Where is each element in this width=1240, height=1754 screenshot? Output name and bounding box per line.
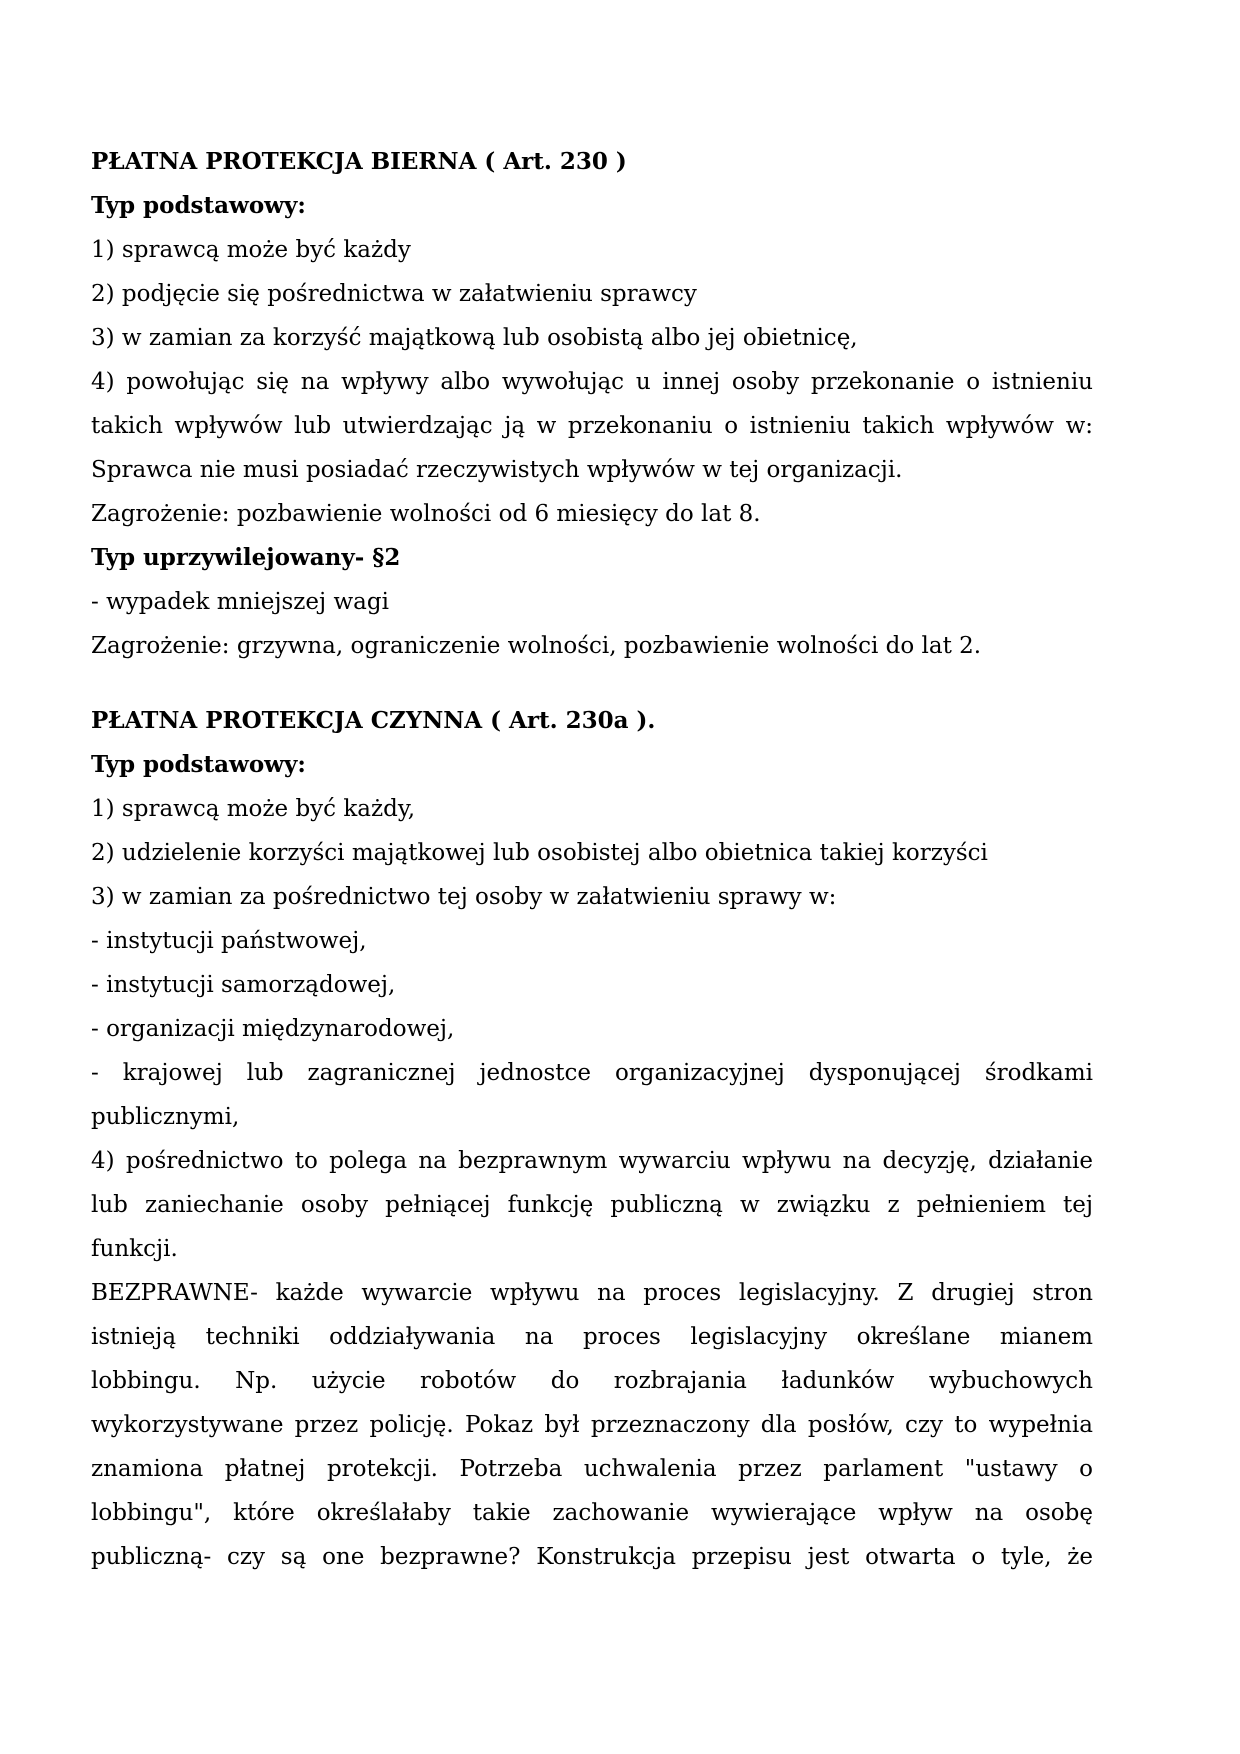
paragraph-line: - organizacji międzynarodowej, bbox=[91, 1016, 455, 1042]
paragraph-line: lobbingu. Np. użycie robotów do rozbrajania ładunków wybuchowych bbox=[91, 1368, 1093, 1394]
paragraph-line: 2) podjęcie się pośrednictwa w załatwieniu sprawcy bbox=[91, 281, 697, 307]
subheading-basic-type: Typ podstawowy: bbox=[91, 751, 306, 778]
paragraph-line: BEZPRAWNE- każde wywarcie wpływu na proces legislacyjny. Z drugiej stron bbox=[91, 1280, 1093, 1306]
paragraph-line: Zagrożenie: pozbawienie wolności od 6 miesięcy do lat 8. bbox=[91, 501, 761, 527]
paragraph-line: 4) powołując się na wpływy albo wywołując u innej osoby przekonanie o istnieniu bbox=[91, 369, 1093, 395]
paragraph-line: Sprawca nie musi posiadać rzeczywistych wpływów w tej organizacji. bbox=[91, 457, 903, 483]
subheading-basic-type: Typ podstawowy: bbox=[91, 192, 306, 219]
paragraph-line: - instytucji państwowej, bbox=[91, 928, 367, 954]
section-heading-art-230: PŁATNA PROTEKCJA BIERNA ( Art. 230 ) bbox=[91, 148, 627, 175]
paragraph-line: publicznymi, bbox=[91, 1104, 240, 1130]
paragraph-line: - krajowej lub zagranicznej jednostce organizacyjnej dysponującej środkami bbox=[91, 1060, 1093, 1086]
paragraph-line: istnieją techniki oddziaływania na proces legislacyjny określane mianem bbox=[91, 1324, 1093, 1350]
paragraph-line: takich wpływów lub utwierdzając ją w przekonaniu o istnieniu takich wpływów w: bbox=[91, 413, 1093, 439]
paragraph-line: funkcji. bbox=[91, 1236, 178, 1262]
paragraph-line: Zagrożenie: grzywna, ograniczenie wolności, pozbawienie wolności do lat 2. bbox=[91, 633, 982, 659]
paragraph-line: - wypadek mniejszej wagi bbox=[91, 589, 389, 615]
subheading-privileged-type: Typ uprzywilejowany- §2 bbox=[91, 544, 401, 571]
paragraph-line: wykorzystywane przez policję. Pokaz był przeznaczony dla posłów, czy to wypełnia bbox=[91, 1412, 1093, 1438]
paragraph-line: 4) pośrednictwo to polega na bezprawnym wywarciu wpływu na decyzję, działanie bbox=[91, 1148, 1093, 1174]
paragraph-line: lobbingu", które określałaby takie zachowanie wywierające wpływ na osobę bbox=[91, 1500, 1093, 1526]
paragraph-line: 3) w zamian za pośrednictwo tej osoby w załatwieniu sprawy w: bbox=[91, 884, 837, 910]
paragraph-line: 2) udzielenie korzyści majątkowej lub osobistej albo obietnica takiej korzyści bbox=[91, 840, 988, 866]
document-content bbox=[91, 140, 1093, 1579]
paragraph-line: publiczną- czy są one bezprawne? Konstrukcja przepisu jest otwarta o tyle, że bbox=[91, 1544, 1093, 1570]
paragraph-line: 3) w zamian za korzyść majątkową lub osobistą albo jej obietnicę, bbox=[91, 325, 858, 351]
paragraph-line: 1) sprawcą może być każdy, bbox=[91, 796, 416, 822]
section-gap bbox=[91, 668, 1093, 699]
paragraph-line: znamiona płatnej protekcji. Potrzeba uchwalenia przez parlament "ustawy o bbox=[91, 1456, 1093, 1482]
paragraph-line: - instytucji samorządowej, bbox=[91, 972, 396, 998]
section-heading-art-230a: PŁATNA PROTEKCJA CZYNNA ( Art. 230a ). bbox=[91, 707, 656, 734]
paragraph-line: lub zaniechanie osoby pełniącej funkcję publiczną w związku z pełnieniem tej bbox=[91, 1192, 1093, 1218]
paragraph-line: 1) sprawcą może być każdy bbox=[91, 237, 411, 263]
